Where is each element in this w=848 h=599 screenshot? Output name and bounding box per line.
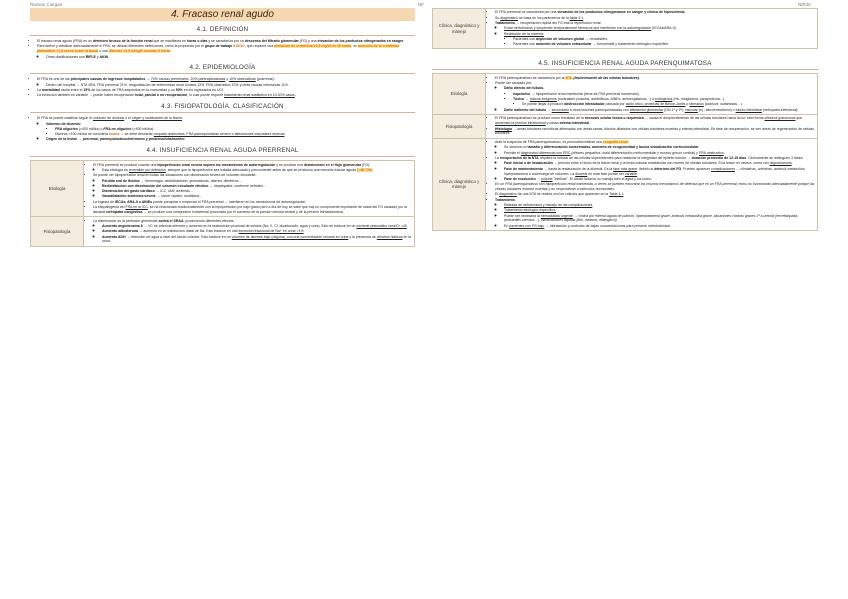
table-row <box>31 161 415 217</box>
section-heading-4-3: 4.3. FISIOPATOLOGÍA. CLASIFICACIÓN <box>30 103 415 113</box>
prerenal-table <box>30 160 415 246</box>
definition-item: • Para definir y clasificar adecuadamente el FRA, se utilizan diferentes definiciones, como la propuesta por el grupo de trabajo KDIGO, que requiere una elevación de creatinina ≥0,3 mg/dl en 48 horas, un aumento de la creatinina plasmática >1,5 veces sobre la basal o una diuresis <0,5 ml/kg/h durante 6 horas. ◦ Otras clasificaciones son RIFLE y AKIN. <box>37 44 415 59</box>
section-heading-4-2: 4.2. EPIDEMIOLOGÍA <box>30 64 415 74</box>
management-cell: • El FRA prerrenal se caracteriza por una elevación de los productos nitrogenados en sangre y clínica de hipovolemia. • Su diagnóstico se basa en los parámetros de la tabla 4.1. • Tratamiento → recuperación rápida del FG tras la reperfusión renal. ◦ Evitar nefrotóxicos y suspender temporalmente fármacos que interfieran con la autorregulación (IECAs/ARA-II). ◦ Restitución de la volemia: ▪ Pacientes con depleción de volumen global → cristaloides; ▪ Pacientes con aumento de volumen extracelular → furosemida y tratamiento etiológico específico. <box>486 9 818 49</box>
classification-list <box>30 116 415 142</box>
table-row <box>433 114 818 138</box>
definition-subitem: ◦ Otras clasificaciones son RIFLE y AKIN. <box>46 55 415 60</box>
physiopathology-cell: • La disminución en la perfusión glomerular activa el SRAA, produciendo diferentes efectos: ◦ Aumento angiotensina II → VC de arteriola eferente y aumento en la reabsorción proximal de solutos (Na, K, Cl, bicarbonato, agua y urea). Esto se traduce en un cociente plasmático urea/Cr >40. ◦ Aumento aldosterona → aumento en la reabsorción distal de Na. Esto traduce en una excreción fraccional de Na+ en orina <1%. ◦ Aumento ADH → retención de agua a nivel del túbulo colector. Esto traduce en un volumen de diuresis bajo (oliguria), con una concentración urinaria en orina y la presencia de cilindros hialinos en la orina. <box>84 217 415 246</box>
row-label-management: Clínica, diagnóstico y manejo <box>433 9 486 49</box>
epidemiology-list <box>30 77 415 98</box>
table-row <box>433 74 818 114</box>
definition-item: • El fracaso renal agudo (FRA) es un deterioro brusco de la función renal que se manifiesta en horas o días y se caracteriza por un descenso del filtrado glomerular (FG) y una elevación de los productos nitrogenados en sangre. <box>37 39 415 44</box>
physiopathology-cell: • El FRA parenquimatoso se produce como resultado de la necrosis celular tóxica o isquémica → causa el desprendimiento de las células tubulares hacia la luz; esto forma cilindros granulosos que aumentan la presión intraluminal y causa edema intersticial. • Histología → áreas tubulares necróticas alternadas con áreas sanas, túbulos dilatados con células tubulares muertas y edema intersticial. En fase de recuperación, se ven áreas de regeneración de células tubulares. <box>486 114 818 138</box>
prerenal-management-table <box>432 8 818 49</box>
section-heading-4-5: 4.5. INSUFICIENCIA RENAL AGUDA PARENQUIMATOSA <box>432 60 818 70</box>
row-label-etiology: Etiología <box>31 161 84 217</box>
row-label-clinical: Clínica, diagnóstico y manejo <box>433 138 486 230</box>
classification-detail: ▪ FRA oligúrico (<400 ml/día) o FRA no oligúrico (>400 ml/día). <box>55 127 415 132</box>
right-page <box>432 8 818 231</box>
row-label-physiopathology: Fisiopatología <box>433 114 486 138</box>
classification-subitem: ◦ Volumen de diuresis: ▪ FRA oligúrico (<400 ml/día) o FRA no oligúrico (>400 ml/día). ▪ Diuresis <100 ml/día se considera anuria → se debe descartar uropatía obstructiva, FRA parenquimatoso severo o alteraciones vasculares severas. <box>46 122 415 138</box>
header-middle: NF <box>418 2 424 7</box>
row-label-physiopathology: Fisiopatología <box>31 217 84 246</box>
etiology-cell: • El FRA prerrenal se produce cuando una hipoperfusión renal severa supera los mecanismos de autorregulación y se produce una disminución en el flujo glomerular (FG). ◦ Esta etiología es reversible por definición, siempre que la hipoperfusión sea tratada adecuada y precozmente antes de que se produzca una necrosis tubular aguda (<48-72h). • Se puede ver hipoperfusión renal en todas las situaciones con disminución severa de volumen circulante: ◦ Pérdida real de fluidos → hemorragia, deshidratación, quemaduras, diarrea, diuréticos… ◦ Redistribución con disminución del volumen circulante efectivo → hepatopatía, síndrome nefrótico… ◦ Disminución del gasto cardiaco → ICC, IAM, arritmias… ◦ Vasodilatación sistémica severa → shock séptico, anafilaxia… • La ingesta de IECAs, ARA-II o AINEs puede precipitar o empeorar el FRA prerrenal → interfieren en los mecanismos de autorregulación. • La etiopatogenia del FRA en la ICC, se ha relacionado tradicionalmente con la hipoperfusión por bajo gasto pero a día de hoy se sabe que hay un componente importante de caída del FG causado por la llamada nefropatía congestiva → se produce una compresión extrarrenal provocada por el aumento de la presión venosa central y de la presión intraabdominal. <box>84 161 415 217</box>
definition-list <box>30 39 415 59</box>
epidemiology-item: • El FRA es una de las principales causas de ingresos hospitalarios → 70% causas prerrenales, 20% parenquimatosas y 10% obstructivas (posrrenal). ◦ Dentro del hospital → NTA 45%, FRA prerrenal 21%, reagudización de enfermedad renal crónica 13%, FRA obstructivo 10% y otras causas intrínsecas 11%. <box>37 77 415 87</box>
etiology-cell: • El FRA parenquimatoso se caracteriza por la NTA (lesión/muerte de las células tubulares). • Puede ser causado por: ◦ Daño directo del túbulo. ▪ Isquémico → hipoperfusión renal mantenida (tiene de FRA prerrenal mantenido). ▪ Tóxico → tóxicos exógenos (contrastes yodados, antibióticos, AINEs, antineoplásicos…) o endógenos (Hb, mioglobina, paraproteína…). ▪ Se puede llegar a producir obstrucción intratubular causada por ácido úrico, proteínas de Bence-Jones o fármacos (aciclovir, sulfamidas…). ◦ Daño indirecto del túbulo → secundario a otras lesiones parenquimatosas con afectación glomerular (GN 1ª y 2ª), vascular (ej.: ateroembolismo) o túbulo-intersticial (nefropatía intersticial). <box>486 74 818 114</box>
header-right: NIR25 <box>798 2 811 7</box>
chapter-title: 4. Fracaso renal agudo <box>30 8 415 21</box>
table-row <box>433 138 818 230</box>
section-heading-4-4: 4.4. INSUFICIENCIA RENAL AGUDA PRERRENAL <box>30 147 415 157</box>
left-page <box>30 8 415 247</box>
classification-subitem: ◦ Origen de la lesión → prerrenal, parenquimatoso/intrínseco y postrenal/obstructivo. <box>46 137 415 142</box>
classification-item: • El FRA se puede clasificar según el volumen de diuresis o el origen y localización de la lesión: ◦ Volumen de diuresis: ▪ FRA oligúrico (<400 ml/día) o FRA no oligúrico (>400 ml/día). ▪ Diuresis <100 ml/día se considera anuria → se debe descartar uropatía obstructiva, FRA parenquimatoso severo o alteraciones vasculares severas. ◦ Origen de la lesión → prerrenal, parenquimatoso/intrínseco y postrenal/obstructivo. <box>37 116 415 142</box>
classification-detail: ▪ Diuresis <100 ml/día se considera anuria → se debe descartar uropatía obstructiva, FRA parenquimatoso severo o alteraciones vasculares severas. <box>55 132 415 137</box>
epidemiology-subitem: ◦ Dentro del hospital → NTA 45%, FRA prerrenal 21%, reagudización de enfermedad renal crónica 13%, FRA obstructivo 10% y otras causas intrínsecas 11%. <box>46 83 415 88</box>
parenchymal-table <box>432 73 818 231</box>
epidemiology-item: • La evolución también es variable → puede haber recuperación total, parcial o no recuperación, lo cual puede requerir tratamiento renal sustitutivo en 10-30% casos. <box>37 93 415 98</box>
section-heading-4-1: 4.1. DEFINICIÓN <box>30 26 415 36</box>
table-row <box>31 217 415 246</box>
epidemiology-item: • La mortalidad oscila entre el 15% de los casos de FRA adquiridos en la comunidad y un 50% en los ingresados en UCI. <box>37 88 415 93</box>
header-author: Razvan Ciurgan <box>30 2 63 7</box>
row-label-etiology: Etiología <box>433 74 486 114</box>
clinical-cell: • Ante la sospecha de FRA parenquimatoso, es primordial realizar una ecografía renal: ◦ Se observa un tamaño y diferenciación conservados, aumento de ecogenicidad y buena visualización corticomedular. ◦ Permite el diagnóstico diferencial con ERC (riñones pequeños, mala diferenciación corticomedular y escaso grosor cortical) y FRA obstructivo. • La recuperación de la NTA requiere la mitosis de las células supervivientes para restaurar la integridad del epitelio tubular → duración promedio de 12-15 días. Clínicamente se distinguen 3 fases: ◦ Fase inicial o de instauración → periodo entre el inicio de la lesión renal y la lesión tubular establecida con muerte de células tubulares. Si la lesión es severa, cursa con oliguria/anuria. ◦ Fase de mantenimiento → hasta la restauración de la diuresis. Es la fase más grave, debido al deterioro del FG. Pueden aparecer complicaciones → climáticas, urémicas, acidosis metabólica, hiperpotasemia o sobrecarga de volumen. La diuresis en esta fase puede ser variable. ◦ Fase de resolución → poliuria "ineficaz". El túbulo todavía no maneja bien el agua y los iones. • En un FRA parenquimatoso con hipoperfusión renal mantenida, a veces se pueden encontrar los mismos mecanismos de defensa que en un FRA prerrenal; estos no funcionarán adecuadamente porque las células tubulares estarán muertas y no responderán a estímulos hormonales. • El diagnóstico de una NTA se realiza con los criterios que aparecen en la Tabla 4.1. • Tratamiento ◦ Retirada de nefrotóxicos y manejo de las complicaciones ◦ Tratamiento etiológico específico. ◦ Puede ser necesaria la hemodiálisis urgente → clínica por edema agudo de pulmón, hiperpotasemia grave, acidosis metabólica grave, situaciones clínicas graves 2ª a uremia (encefalopatía, pericarditis urémica…), intoxicaciones agudas (litio, metanol, etilenglicol). ◦ En pacientes con FG bajo → hidratación y controles de bajas concentraciones para prevenir nefrotoxicidad. <box>486 138 818 230</box>
table-row <box>433 9 818 49</box>
